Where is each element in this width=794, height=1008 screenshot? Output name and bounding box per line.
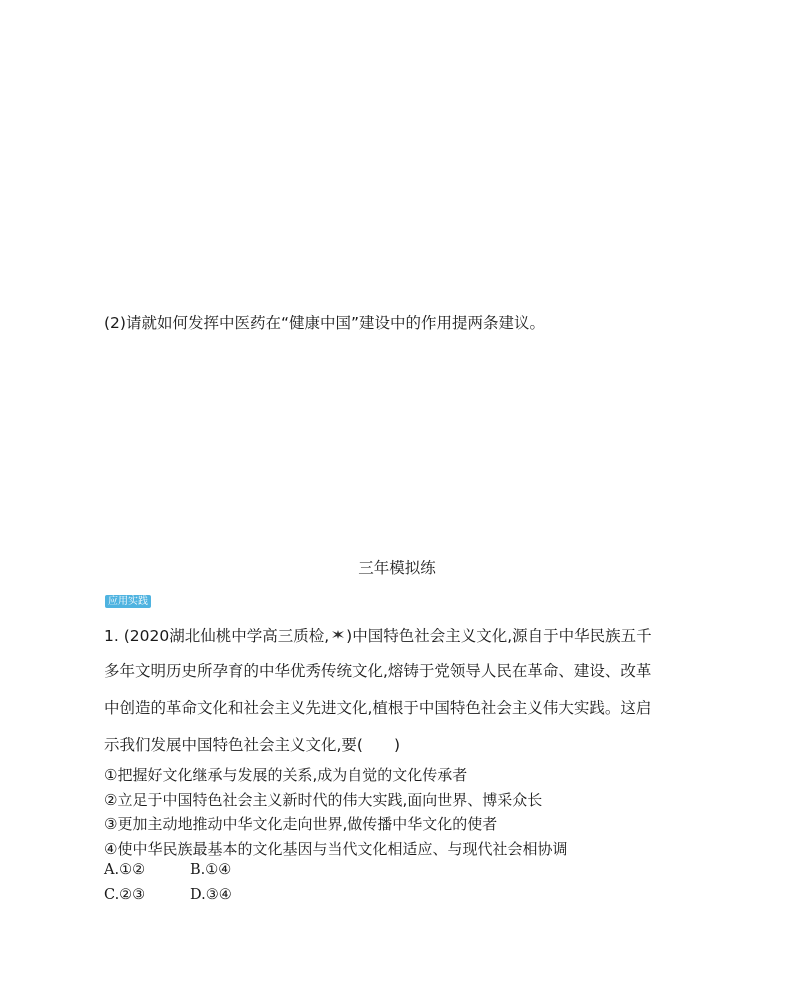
choice-a[interactable]: A.①② bbox=[104, 862, 146, 878]
choice-row-1 bbox=[104, 862, 232, 878]
question-line-1 bbox=[104, 624, 652, 646]
question-line-1-text: )中国特色社会主义文化,源自于中华民族五千 bbox=[346, 627, 652, 645]
statement-1: ①把握好文化继承与发展的关系,成为自觉的文化传承者 bbox=[104, 766, 468, 784]
sub-question-2: (2)请就如何发挥中医药在“健康中国”建设中的作用提两条建议。 bbox=[104, 314, 546, 332]
section-tag: 应用实践 bbox=[105, 595, 151, 608]
question-line-2: 多年文明历史所孕育的中华优秀传统文化,熔铸于党领导人民在革命、建设、改革 bbox=[104, 662, 652, 680]
question-number: 1. bbox=[104, 627, 119, 645]
statement-4: ④使中华民族最基本的文化基因与当代文化相适应、与现代社会相协调 bbox=[104, 840, 568, 858]
choice-b[interactable]: B.①④ bbox=[190, 862, 232, 878]
choice-row-2 bbox=[104, 887, 232, 903]
question-line-4: 示我们发展中国特色社会主义文化,要( ) bbox=[104, 736, 401, 754]
section-title: 三年模拟练 bbox=[358, 559, 436, 577]
statement-2: ②立足于中国特色社会主义新时代的伟大实践,面向世界、博采众长 bbox=[104, 791, 543, 809]
statement-3: ③更加主动地推动中华文化走向世界,做传播中华文化的使者 bbox=[104, 815, 498, 833]
question-source: (2020湖北仙桃中学高三质检, bbox=[123, 627, 330, 645]
choice-d[interactable]: D.③④ bbox=[190, 887, 232, 903]
choice-c[interactable]: C.②③ bbox=[104, 887, 146, 903]
question-line-3: 中创造的革命文化和社会主义先进文化,植根于中国特色社会主义伟大实践。这启 bbox=[104, 699, 652, 717]
star-burst-icon bbox=[331, 629, 345, 640]
